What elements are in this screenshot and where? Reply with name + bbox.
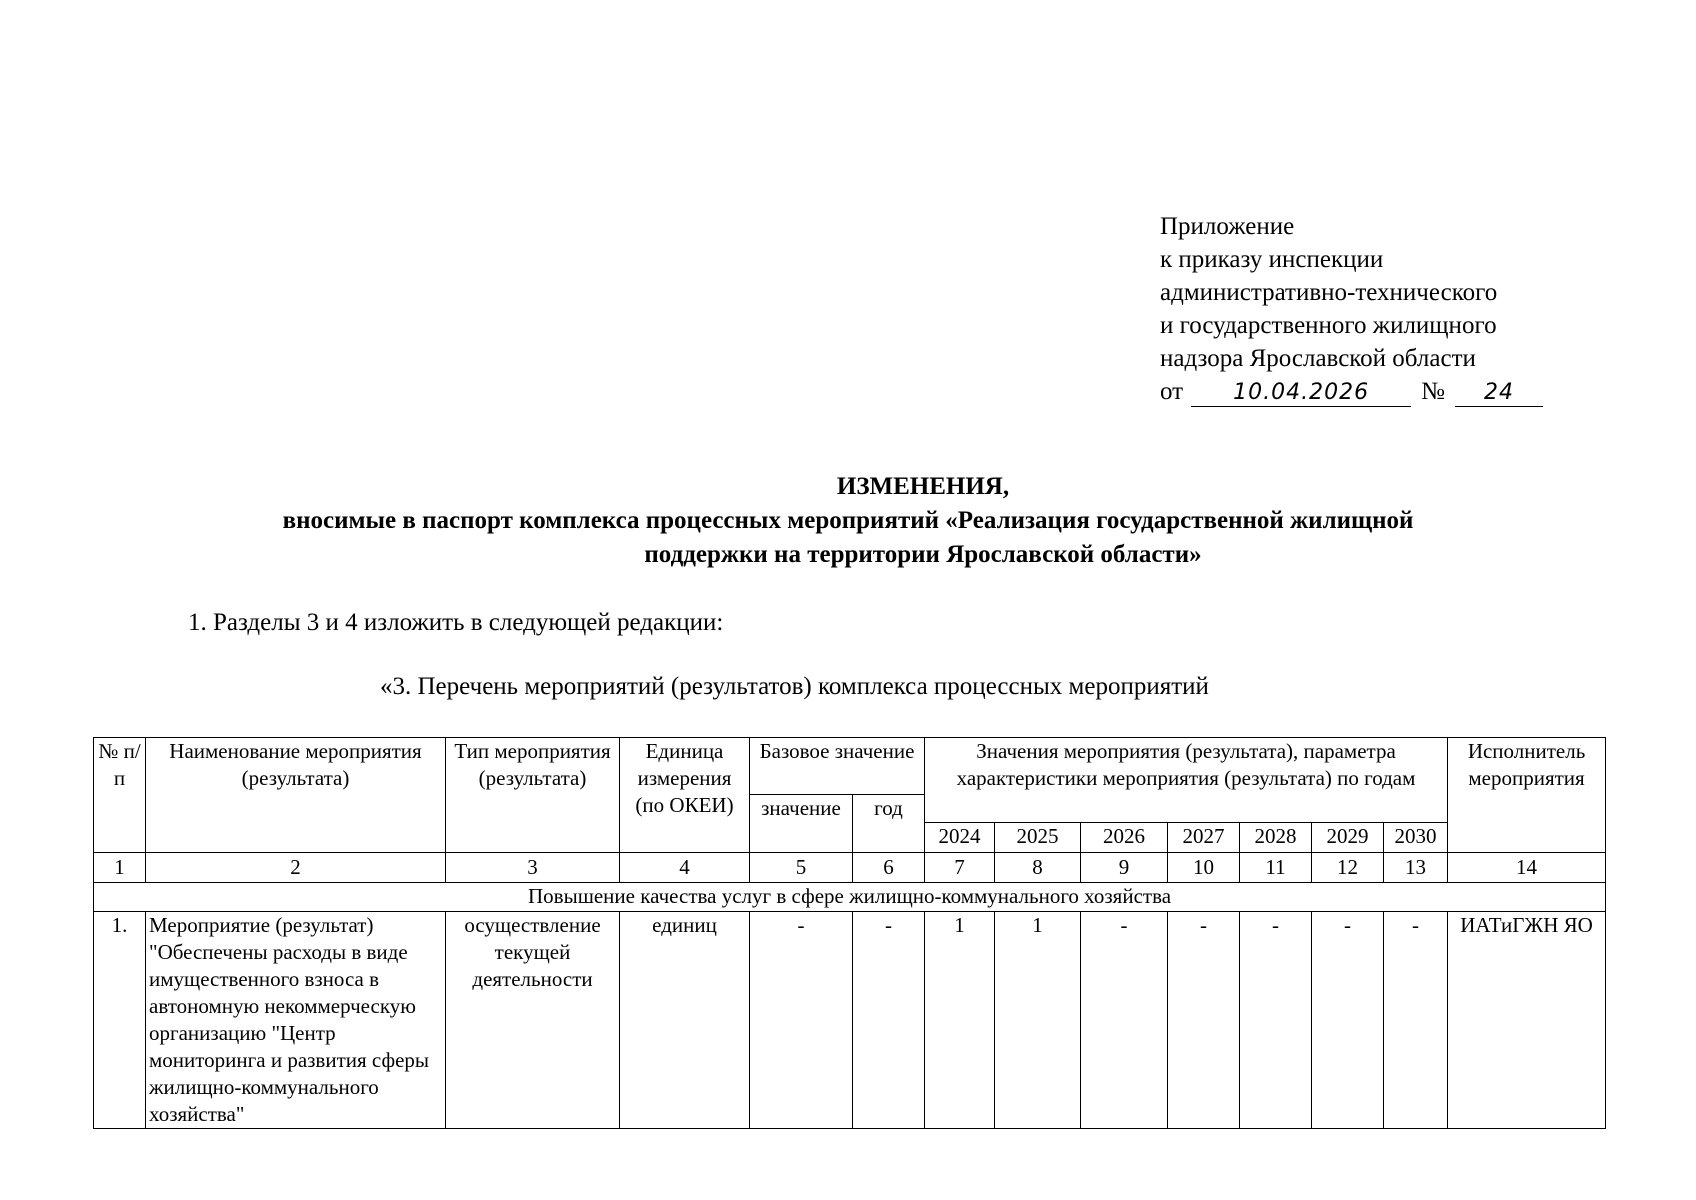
group-row: [94, 883, 1606, 912]
header-executor: Исполнитель мероприятия: [1448, 738, 1606, 853]
order-number-handwritten: 24: [1455, 380, 1543, 407]
year-header: 2030: [1384, 823, 1448, 853]
row-type: осуществление текущей деятельности: [446, 912, 620, 1129]
column-number: 10: [1168, 853, 1240, 883]
column-number: 14: [1448, 853, 1606, 883]
row-year-value: 1: [995, 912, 1081, 1129]
row-unit: единиц: [620, 912, 750, 1129]
appendix-line: Приложение: [1160, 213, 1295, 240]
appendix-line: административно-технического: [1160, 279, 1498, 306]
header-row: [94, 738, 1606, 795]
header-name: Наименование мероприятия (результата): [146, 738, 446, 853]
row-base-value: -: [750, 912, 853, 1129]
instruction-text: 1. Разделы 3 и 4 изложить в следующей редакции:: [188, 609, 724, 636]
row-base-year: -: [853, 912, 925, 1129]
document-title: [0, 470, 1696, 572]
column-number: 13: [1384, 853, 1448, 883]
table-row: [94, 912, 1606, 1129]
appendix-line: к приказу инспекции: [1160, 246, 1384, 273]
year-header: 2028: [1240, 823, 1312, 853]
title-line-3: поддержки на территории Ярославской области»: [644, 541, 1202, 568]
header-base-value: значение: [750, 795, 853, 853]
row-year-value: -: [1384, 912, 1448, 1129]
header-unit: Единица измерения (по ОКЕИ): [620, 738, 750, 853]
column-numbers-row: [94, 853, 1606, 883]
column-number: 1: [94, 853, 146, 883]
year-header: 2026: [1081, 823, 1168, 853]
header-values: Значения мероприятия (результата), параметра характеристики мероприятия (результата) по годам: [925, 738, 1448, 823]
date-prefix: от: [1160, 378, 1184, 405]
column-number: 3: [446, 853, 620, 883]
order-date-number: [1160, 375, 1543, 408]
row-name: Мероприятие (результат) "Обеспечены расходы в виде имущественного взноса в автономную некоммерческую организацию "Центр мониторинга и развития сферы жилищно-коммунального хозяйства": [146, 912, 446, 1129]
appendix-line: надзора Ярославской области: [1160, 345, 1476, 372]
column-number: 6: [853, 853, 925, 883]
group-title: Повышение качества услуг в сфере жилищно-коммунального хозяйства: [94, 883, 1606, 912]
year-header: 2024: [925, 823, 995, 853]
column-number: 9: [1081, 853, 1168, 883]
row-year-value: -: [1240, 912, 1312, 1129]
header-num: № п/п: [94, 738, 146, 853]
header-base: Базовое значение: [750, 738, 925, 795]
row-num: 1.: [94, 912, 146, 1129]
row-year-value: -: [1312, 912, 1384, 1129]
appendix-block: [1160, 210, 1543, 408]
column-number: 7: [925, 853, 995, 883]
header-type: Тип мероприятия (результата): [446, 738, 620, 853]
row-year-value: -: [1168, 912, 1240, 1129]
row-year-value: 1: [925, 912, 995, 1129]
column-number: 2: [146, 853, 446, 883]
column-number: 4: [620, 853, 750, 883]
header-base-year: год: [853, 795, 925, 853]
number-label: №: [1421, 378, 1445, 405]
column-number: 11: [1240, 853, 1312, 883]
column-number: 8: [995, 853, 1081, 883]
appendix-line: и государственного жилищного: [1160, 312, 1497, 339]
section-title: «3. Перечень мероприятий (результатов) комплекса процессных мероприятий: [380, 673, 1209, 700]
row-executor: ИАТиГЖН ЯО: [1448, 912, 1606, 1129]
year-header: 2027: [1168, 823, 1240, 853]
activities-table: [93, 737, 1606, 1129]
title-line-1: ИЗМЕНЕНИЯ,: [836, 473, 1010, 500]
year-header: 2029: [1312, 823, 1384, 853]
column-number: 12: [1312, 853, 1384, 883]
column-number: 5: [750, 853, 853, 883]
row-year-value: -: [1081, 912, 1168, 1129]
year-header: 2025: [995, 823, 1081, 853]
title-line-2: вносимые в паспорт комплекса процессных мероприятий «Реализация государственной жилищной: [282, 507, 1414, 534]
order-date-handwritten: 10.04.2026: [1191, 380, 1411, 407]
